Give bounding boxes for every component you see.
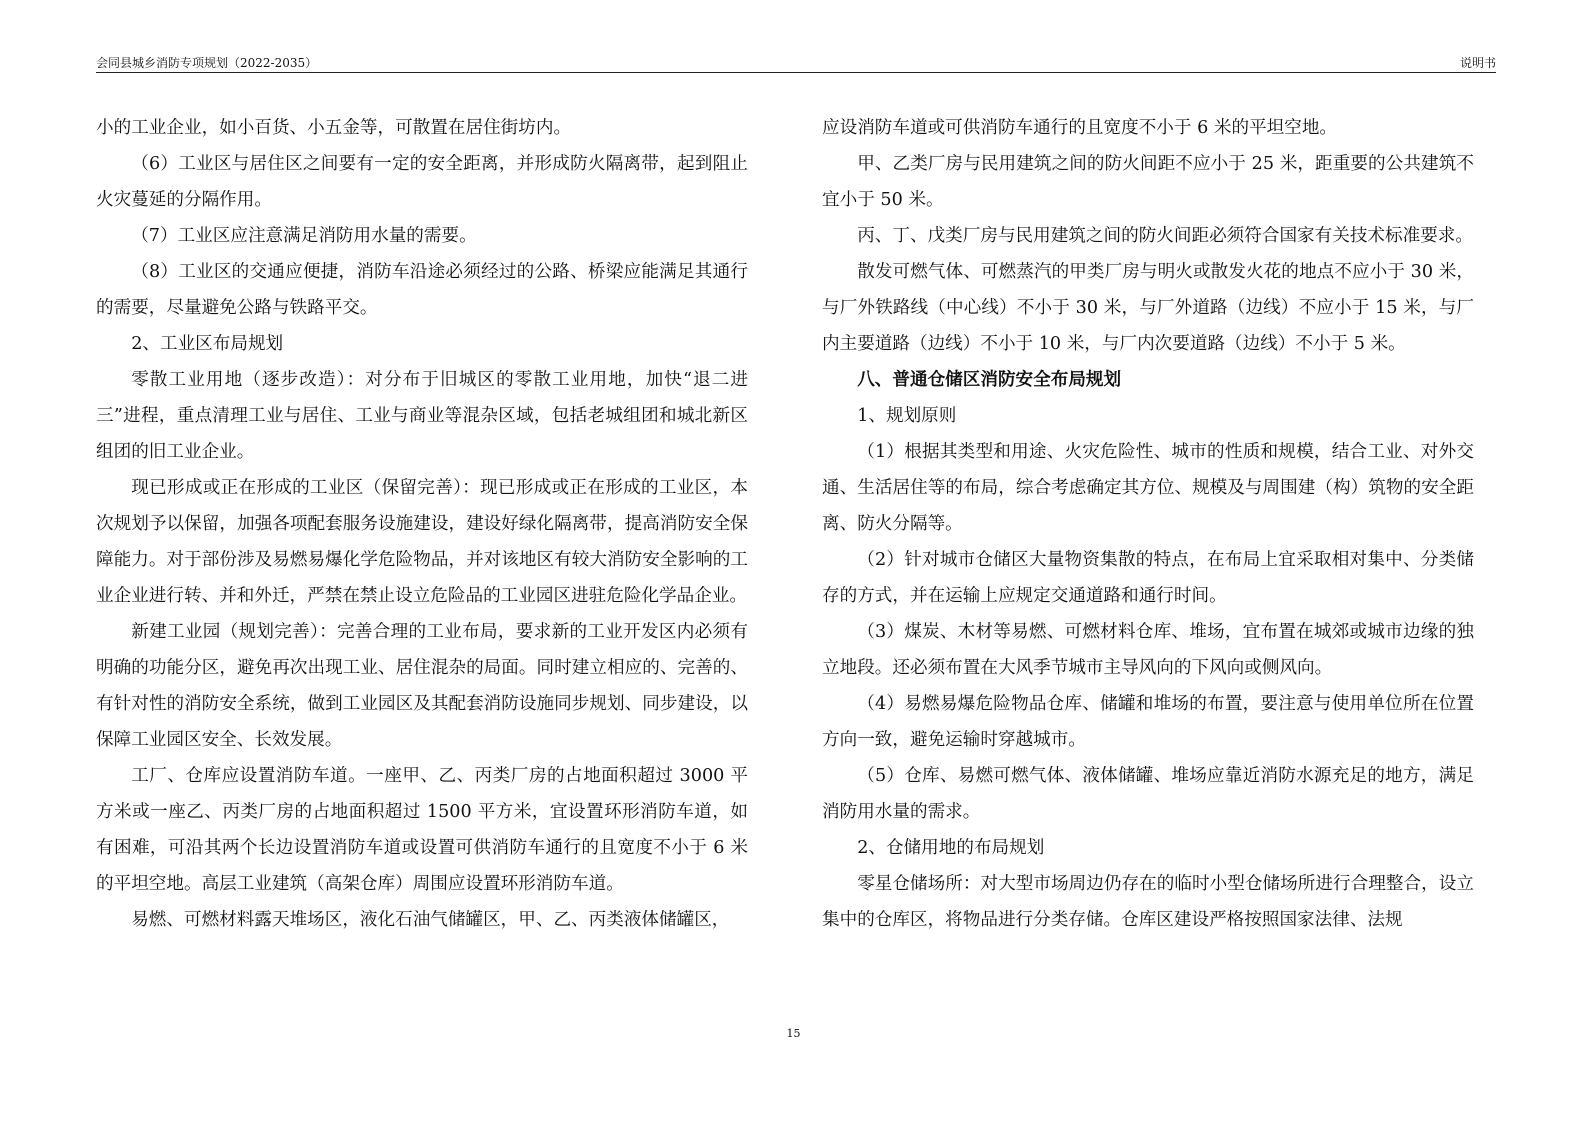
paragraph: 零散工业用地（逐步改造）：对分布于旧城区的零散工业用地，加快“退二进三”进程，重点清理工业与居住、工业与商业等混杂区域，包括老城组团和城北新区组团的旧工业企业。 [96, 370, 748, 462]
paragraph: 散发可燃气体、可燃蒸汽的甲类厂房与明火或散发火花的地点不应小于 30 米，与厂外铁路线（中心线）不小于 30 米，与厂外道路（边线）不应小于 15 米，与厂内主要道路（边线）不小于 10 米，与厂内次要道路（边线）不小于 5 米。 [822, 262, 1474, 354]
section-heading: 八、普通仓储区消防安全布局规划 [857, 369, 1122, 390]
paragraph: 甲、乙类厂房与民用建筑之间的防火间距不应小于 25 米，距重要的公共建筑不宜小于 50 米。 [822, 154, 1474, 210]
paragraph: 应设消防车道或可供消防车通行的且宽度不小于 6 米的平坦空地。 [822, 118, 1338, 138]
paragraph: 1、规划原则 [857, 406, 957, 426]
paragraph: 新建工业园（规划完善）：完善合理的工业布局，要求新的工业开发区内必须有明确的功能分区，避免再次出现工业、居住混杂的局面。同时建立相应的、完善的、有针对性的消防安全系统，做到工业园区及其配套消防设施同步规划、同步建设，以保障工业园区安全、长效发展。 [96, 622, 748, 750]
paragraph: 小的工业企业，如小百货、小五金等，可散置在居住街坊内。 [96, 118, 572, 138]
paragraph: 工厂、仓库应设置消防车道。一座甲、乙、丙类厂房的占地面积超过 3000 平方米或一座乙、丙类厂房的占地面积超过 1500 平方米，宜设置环形消防车道，如有困难，可沿其两个长边设置消防车道或设置可供消防车通行的且宽度不小于 6 米的平坦空地。高层工业建筑（高架仓库）周围应设置环形消防车道。 [96, 766, 748, 894]
paragraph: 零星仓储场所：对大型市场周边仍存在的临时小型仓储场所进行合理整合，设立集中的仓库区，将物品进行分类存储。仓库区建设严格按照国家法律、法规 [822, 874, 1474, 930]
right-column [822, 110, 1474, 938]
paragraph: （5）仓库、易燃可燃气体、液体储罐、堆场应靠近消防水源充足的地方，满足消防用水量的需求。 [822, 766, 1474, 822]
paragraph: （3）煤炭、木材等易燃、可燃材料仓库、堆场，宜布置在城郊或城市边缘的独立地段。还必须布置在大风季节城市主导风向的下风向或侧风向。 [822, 622, 1474, 678]
paragraph: 现已形成或正在形成的工业区（保留完善）：现已形成或正在形成的工业区，本次规划予以保留，加强各项配套服务设施建设，建设好绿化隔离带，提高消防安全保障能力。对于部份涉及易燃易爆化学危险物品，并对该地区有较大消防安全影响的工业企业进行转、并和外迁，严禁在禁止设立危险品的工业园区进驻危险化学品企业。 [96, 478, 748, 606]
document-section: 说明书 [1459, 56, 1496, 70]
paragraph: （6）工业区与居住区之间要有一定的安全距离，并形成防火隔离带，起到阻止火灾蔓延的分隔作用。 [96, 154, 748, 210]
paragraph: （2）针对城市仓储区大量物资集散的特点，在布局上宜采取相对集中、分类储存的方式，并在运输上应规定交通道路和通行时间。 [822, 550, 1474, 606]
paragraph: 2、工业区布局规划 [131, 334, 284, 354]
document-title: 会同县城乡消防专项规划（2022-2035） [96, 56, 318, 70]
paragraph: 易燃、可燃材料露天堆场区，液化石油气储罐区，甲、乙、丙类液体储罐区， [131, 910, 730, 930]
paragraph: 2、仓储用地的布局规划 [857, 838, 1045, 858]
paragraph: （7）工业区应注意满足消防用水量的需要。 [131, 226, 477, 246]
paragraph: （4）易燃易爆危险物品仓库、储罐和堆场的布置，要注意与使用单位所在位置方向一致，避免运输时穿越城市。 [822, 694, 1474, 750]
left-column [96, 110, 748, 938]
paragraph: 丙、丁、戊类厂房与民用建筑之间的防火间距必须符合国家有关技术标准要求。 [857, 226, 1473, 246]
paragraph: （8）工业区的交通应便捷，消防车沿途必须经过的公路、桥梁应能满足其通行的需要，尽量避免公路与铁路平交。 [96, 262, 748, 318]
page-number: 15 [786, 1027, 801, 1040]
page-header [96, 54, 1496, 73]
paragraph: （1）根据其类型和用途、火灾危险性、城市的性质和规模，结合工业、对外交通、生活居住等的布局，综合考虑确定其方位、规模及与周围建（构）筑物的安全距离、防火分隔等。 [822, 442, 1474, 534]
